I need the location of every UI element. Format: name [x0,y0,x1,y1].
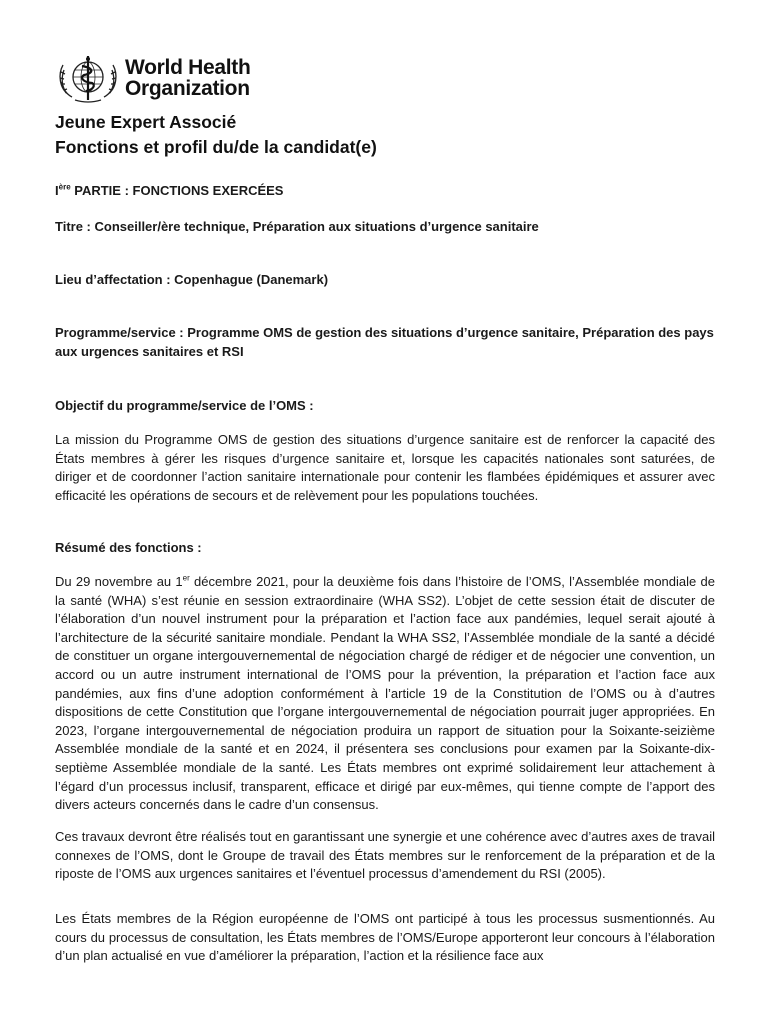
summary-paragraph-2: Ces travaux devront être réalisés tout en garantissant une synergie et une cohérence avec d’autres axes de travail connexes de l’OMS, dont le Groupe de travail des États membres sur le renforcement de la préparation et de la riposte de l’OMS aux urgences sanitaires et l’éventuel processus d’amendement du RSI (2005). [55,829,715,882]
part-heading [55,182,715,201]
part-prefix: I [55,183,59,198]
org-name-line1: World Health [125,56,251,79]
objective-text: La mission du Programme OMS de gestion des situations d’urgence sanitaire est de renforcer la capacité des États membres à gérer les risques d’urgence sanitaire et, lorsque les capacités nationales sont saturées, de diriger et de coordonner l’action sanitaire internationale pour contenir les flambées épidémiques et assurer avec efficacité les opérations de secours et de relèvement pour les populations touchées. [55,432,715,503]
document-title: Jeune Expert Associé [55,112,237,132]
objective-heading: Objectif du programme/service de l’OMS : [55,398,314,413]
duty-station: Lieu d’affectation : Copenhague (Danemark) [55,272,329,287]
organization-name [125,57,251,99]
part-label: PARTIE : FONCTIONS EXERCÉES [70,183,284,198]
summary-p1-rest: décembre 2021, pour la deuxième fois dans l’histoire de l’OMS, l’Assemblée mondiale de la santé (WHA) s’est réunie en session extraordinaire (WHA SS2). L’objet de cette session était de discuter de l’élaboration d’un nouvel instrument pour la préparation et l’action face aux pandémies, lequel serait ajouté à l’architecture de la sécurité sanitaire mondiale. Pendant la WHA SS2, l’Assemblée mondiale de la santé a décidé de constituer un organe intergouvernemental de négociation chargé de rédiger et de négocier une convention, un accord ou un autre instrument international de l’OMS pour la prévention, la préparation et l’action face aux pandémies, aux fins d’une adoption conformément à l’article 19 de la Constitution de l’OMS ou à d’autres dispositions de cette Constitution que l’organe intergouvernemental de négociation pourrait juger appropriées. En 2023, l’organe intergouvernemental de négociation produira un rapport de situation pour la Soixante-seizième Assemblée mondiale de la santé et en 2024, il présentera ses conclusions pour examen par la Soixante-dix-septième Assemblée mondiale de la santé. Les États membres ont exprimé solidairement leur attachement à l’égard d’un processus inclusif, transparent, efficace et dirigé par eux-mêmes, qui tienne compte de l’apport des divers acteurs concernés dans le cadre d’un consensus. [55,574,715,813]
job-title: Titre : Conseiller/ère technique, Préparation aux situations d’urgence sanitaire [55,219,539,234]
summary-p1-sup: er [182,573,190,583]
summary-paragraph-3: Les États membres de la Région européenne de l’OMS ont participé à tous les processus susmentionnés. Au cours du processus de consultation, les États membres de l’OMS/Europe apporteront leur concours à l’élaboration d’un plan actualisé en vue d’améliorer la préparation, l’action et la résilience face aux [55,911,715,964]
part-sup: ère [58,182,71,192]
summary-p1-start: Du 29 novembre au 1 [55,574,183,589]
programme-service: Programme/service : Programme OMS de gestion des situations d’urgence sanitaire, Préparation des pays aux urgences sanitaires et RSI [55,325,714,359]
summary-paragraph-1 [55,573,715,815]
document-subtitle: Fonctions et profil du/de la candidat(e) [55,137,377,157]
who-logo [55,50,251,106]
summary-heading: Résumé des fonctions : [55,540,202,555]
who-emblem-icon [55,50,121,106]
org-name-line2: Organization [125,77,250,100]
